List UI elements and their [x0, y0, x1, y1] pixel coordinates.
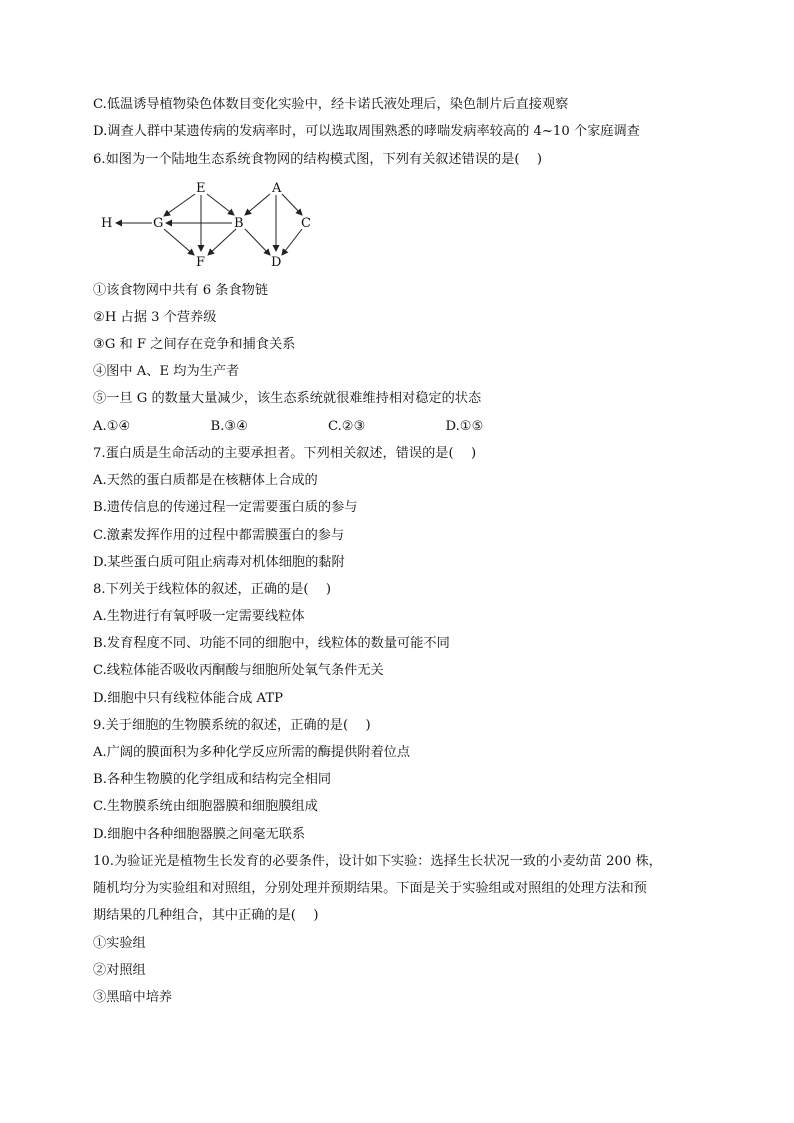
node-g: G [153, 216, 164, 231]
q6-option-a: A.①④ [93, 419, 131, 434]
q8-option-b: B.发育程度不同、功能不同的细胞中，线粒体的数量可能不同 [93, 636, 450, 651]
q7-option-a: A.天然的蛋白质都是在核糖体上合成的 [93, 473, 318, 488]
q9-option-c: C.生物膜系统由细胞器膜和细胞膜组成 [93, 799, 318, 814]
q6-option-c: C.②③ [328, 419, 366, 434]
q5-option-d: D.调查人群中某遗传病的发病率时，可以选取周围熟悉的哮喘发病率较高的 4~10 个家庭调查 [93, 124, 640, 139]
q8-stem: 8.下列关于线粒体的叙述，正确的是( ) [93, 582, 332, 597]
edge-b-f [208, 229, 236, 255]
node-c: C [301, 216, 311, 231]
q7-option-b: B.遗传信息的传递过程一定需要蛋白质的参与 [93, 500, 358, 515]
q10-item-3: ③黑暗中培养 [93, 990, 173, 1005]
q10-item-2: ②对照组 [93, 963, 146, 978]
edge-a-c [282, 194, 302, 215]
edge-e-g [164, 194, 195, 216]
edge-c-d [282, 229, 302, 255]
q9-option-a: A.广阔的膜面积为多种化学反应所需的酶提供附着位点 [93, 745, 411, 760]
q6-options [93, 418, 563, 436]
q8-option-d: D.细胞中只有线粒体能合成 ATP [93, 691, 284, 706]
q7-option-c: C.激素发挥作用的过程中都需膜蛋白的参与 [93, 528, 345, 543]
edge-a-b [245, 194, 270, 215]
q6-stem: 6.如图为一个陆地生态系统食物网的结构模式图，下列有关叙述错误的是( ) [93, 152, 543, 167]
q9-stem: 9.关于细胞的生物膜系统的叙述，正确的是( ) [93, 718, 371, 733]
q6-statement-5: ⑤一旦 G 的数量大量减少，该生态系统就很难维持相对稳定的状态 [93, 391, 482, 406]
q9-option-b: B.各种生物膜的化学组成和结构完全相同 [93, 772, 332, 787]
q7-stem: 7.蛋白质是生命活动的主要承担者。下列相关叙述，错误的是( ) [93, 446, 477, 461]
node-e: E [196, 181, 206, 196]
q6-statement-3: ③G 和 F 之间存在竞争和捕食关系 [93, 337, 296, 352]
q10-stem-line-3: 期结果的几种组合，其中正确的是( ) [93, 908, 319, 923]
node-a: A [272, 181, 282, 196]
q5-option-c: C.低温诱导植物染色体数目变化实验中，经卡诺氏液处理后，染色制片后直接观察 [93, 97, 569, 112]
q6-statement-4: ④图中 A、E 均为生产者 [93, 364, 240, 379]
food-web-diagram [98, 180, 328, 270]
edge-g-f [164, 229, 194, 255]
node-h: H [101, 216, 113, 231]
edge-b-d [245, 229, 270, 255]
q7-option-d: D.某些蛋白质可阻止病毒对机体细胞的黏附 [93, 555, 345, 570]
q10-item-1: ①实验组 [93, 936, 146, 951]
q9-option-d: D.细胞中各种细胞器膜之间毫无联系 [93, 827, 306, 842]
q6-option-d: D.①⑤ [445, 419, 484, 434]
q8-option-c: C.线粒体能否吸收丙酮酸与细胞所处氧气条件无关 [93, 663, 384, 678]
node-f: F [196, 255, 206, 270]
q6-statement-2: ②H 占据 3 个营养级 [93, 310, 217, 325]
q6-statement-1: ①该食物网中共有 6 条食物链 [93, 283, 269, 298]
q10-stem-line-1: 10.为验证光是植物生长发育的必要条件，设计如下实验：选择生长状况一致的小麦幼苗 200 株， [93, 854, 662, 869]
edge-e-b [207, 194, 234, 215]
q8-option-a: A.生物进行有氧呼吸一定需要线粒体 [93, 609, 305, 624]
node-d: D [271, 255, 282, 270]
node-b: B [234, 216, 244, 231]
q10-stem-line-2: 随机均分为实验组和对照组，分别处理并预期结果。下面是关于实验组或对照组的处理方法和预 [93, 881, 647, 896]
q6-option-b: B.③④ [210, 419, 249, 434]
